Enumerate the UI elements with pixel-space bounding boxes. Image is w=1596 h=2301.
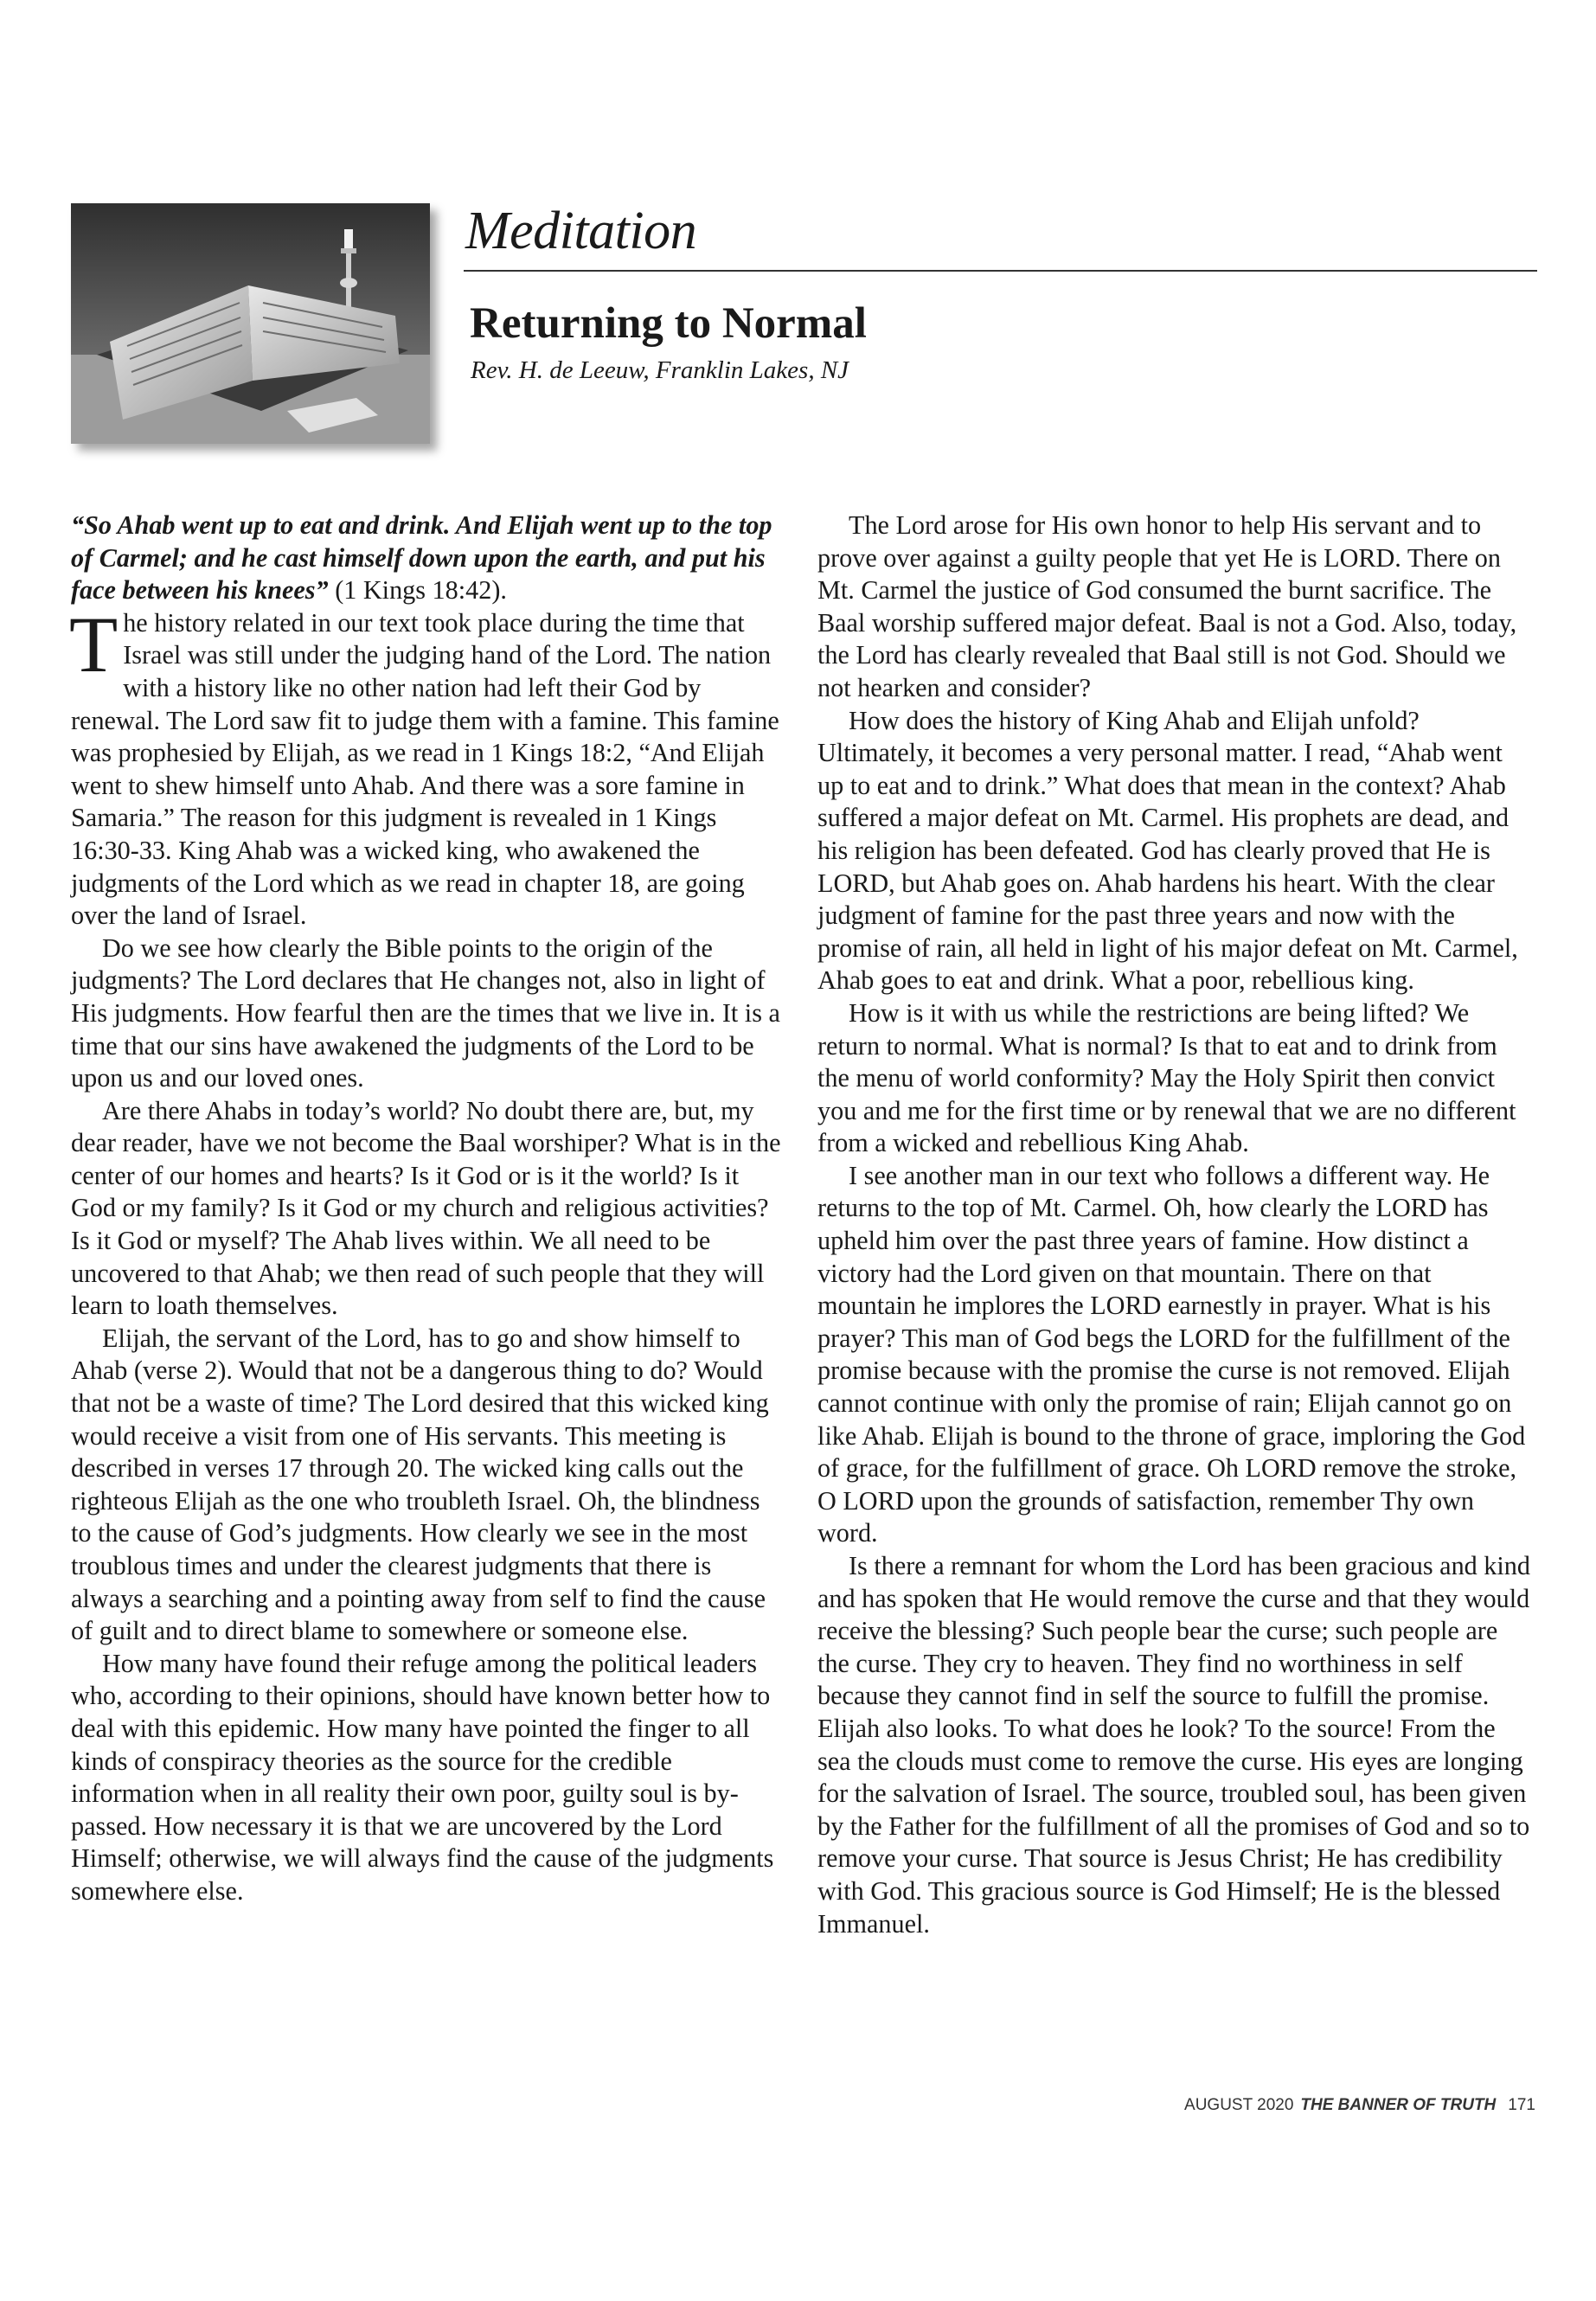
paragraph: Do we see how clearly the Bible points to the origin of the judgments? The Lord declares that He changes not, also in light of His judgments. How fearful then are the times that we live in. It is a time that our sins have awakened the judgments of the Lord to be upon us and our loved ones. [71,933,780,1093]
header-rule [464,270,1537,272]
right-column [817,510,1531,1940]
open-bible-illustration [71,203,430,444]
paragraph: How many have found their refuge among the political leaders who, according to their opinions, should have known better how to deal with this epidemic. How many have pointed the finger to all kinds of conspiracy theories as the source for the credible information when in all reality their own poor, guilty soul is by-passed. How necessary it is that we are uncovered by the Lord Himself; otherwise, we will always find the cause of the judgments somewhere else. [71,1648,774,1906]
page-number: 171 [1508,2096,1535,2114]
paragraph: How does the history of King Ahab and Elijah unfold? Ultimately, it becomes a very personal matter. I read, “Ahab went up to eat and to drink.” What does that mean in the context? Ahab suffered a major defeat on Mt. Carmel. His prophets are dead, and his religion has been defeated. God has clearly proved that He is LORD, but Ahab goes on. Ahab hardens his heart. With the clear judgment of famine for the past three years and now with the promise of rain, all held in light of his major defeat on Mt. Carmel, Ahab goes to eat and drink. What a poor, rebellious king. [817,705,1518,996]
paragraph: I see another man in our text who follows a different way. He returns to the top of Mt. Carmel. Oh, how clearly the LORD has upheld him over the past three years of famine. How distinct a victory had the Lord given on that mountain. There on that mountain he implores the LORD earnestly in prayer. What is his prayer? This man of God begs the LORD for the fulfillment of the promise because with the promise the curse is not removed. Elijah cannot continue with only the promise of rain; Elijah cannot go on like Ahab. Elijah is bound to the throne of grace, imploring the God of grace, for the fulfillment of grace. Oh LORD remove the stroke, O LORD upon the grounds of satisfaction, remember Thy own word. [817,1160,1526,1548]
paragraph [69,599,784,933]
article-author: Rev. H. de Leeuw, Franklin Lakes, NJ [471,356,849,384]
paragraph: How is it with us while the restrictions are being lifted? We return to normal. What is normal? Is that to eat and to drink from the menu of world conformity? May the Holy Spirit then convict you and me for the first time or by renewal that we are no different from a wicked and rebellious King Ahab. [817,997,1516,1158]
section-label: Meditation [465,202,697,260]
bible-photo [71,203,430,444]
paragraph: Elijah, the servant of the Lord, has to go and show himself to Ahab (verse 2). Would that not be a dangerous thing to do? Would that not be a waste of time? The Lord desired that this wicked king would receive a visit from one of His servants. This meeting is described in verses 17 through 20. The wicked king calls out the righteous Elijah as the one who troubleth Israel. Oh, the blindness to the cause of God’s judgments. How clearly we see in the most troublous times and under the clearest judgments that there is always a searching and a pointing away from self to find the cause of guilt and to direct blame to somewhere or someone else. [71,1323,769,1646]
paragraph: The Lord arose for His own honor to help His servant and to prove over against a guilty people that yet He is LORD. There on Mt. Carmel the justice of God consumed the burnt sacrifice. The Baal worship suffered major defeat. Baal is not a God. Also, today, the Lord has clearly revealed that Baal still is not God. Should we not hearken and consider? [817,510,1517,702]
magazine-name: THE BANNER OF TRUTH [1300,2096,1497,2114]
article-title: Returning to Normal [470,299,867,348]
paragraph: Are there Ahabs in today’s world? No doubt there are, but, my dear reader, have we not become the Baal worshiper? What is in the center of our homes and hearts? Is it God or is it the world? Is it God or my family? Is it God or my church and religious activities? Is it God or myself? The Ahab lives within. We all need to be uncovered to that Ahab; we then read of such people that they will learn to loath themselves. [71,1095,781,1321]
drop-cap: T [69,599,119,689]
left-column [71,510,784,1908]
epigraph-reference: (1 Kings 18:42). [328,575,507,606]
paragraph: Is there a remnant for whom the Lord has been gracious and kind and has spoken that He would remove the curse and that they would receive the blessing? Such people bear the curse; such people are the curse. They cry to heaven. They find no worthiness in self because they cannot find in self the source to fulfill the promise. Elijah also looks. To what does he look? To the source! From the sea the clouds must come to remove the curse. His eyes are longing for the salvation of Israel. The source, troubled soul, has been given by the Father for the fulfillment of all the promises of God and so to remove your curse. That source is Jesus Christ; He has credibility with God. This gracious source is God Himself; He is the blessed Immanuel. [817,1551,1530,1939]
issue-date: AUGUST 2020 [1184,2096,1294,2114]
paragraph-text: he history related in our text took place during the time that Israel was still under the judging hand of the Lord. The nation with a history like no other nation had left their God by renewal. The Lord saw fit to judge them with a famine. This famine was prophesied by Elijah, as we read in 1 Kings 18:2, “And Elijah went to shew himself unto Ahab. And there was a sore famine in Samaria.” The reason for this judgment is revealed in 1 Kings 16:30-33. King Ahab was a wicked king, who awakened the judgments of the Lord which as we read in chapter 18, are going over the land of Israel. [71,607,779,931]
epigraph [71,510,784,607]
epigraph-quote: “So Ahab went up to eat and drink. And Elijah went up to the top of Carmel; and he cast himself down upon the earth, and put his face between his knees” [71,510,772,606]
page-footer [1184,2096,1535,2115]
